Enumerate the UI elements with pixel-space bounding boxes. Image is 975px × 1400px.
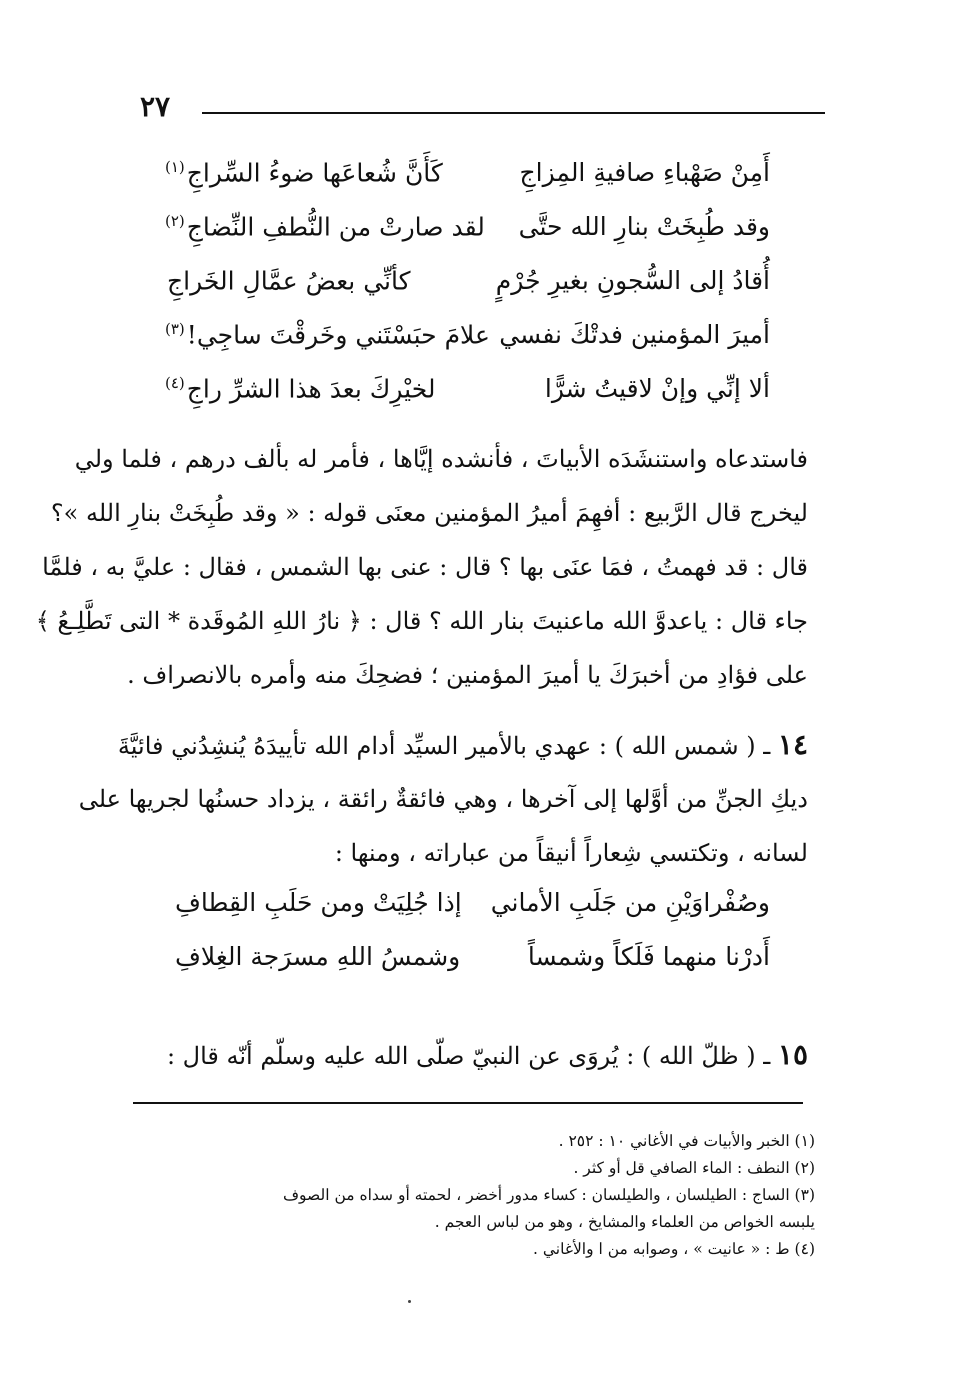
poem-line bbox=[165, 158, 770, 212]
footnote-marker: (٣) bbox=[165, 320, 185, 338]
page-header bbox=[140, 90, 825, 130]
poem-line bbox=[175, 888, 770, 942]
second-hemistich bbox=[165, 158, 443, 187]
prose-line: جاء قال : ياعدوَّ الله ماعنيتَ بنار الله ؟ قال : ﴿ نارُ اللهِ المُوقَدة * التى تَطَّلِـعُ ﴾ bbox=[35, 607, 808, 635]
poem-block-2 bbox=[175, 888, 770, 996]
footnote-marker: (١) bbox=[165, 158, 185, 176]
hemistich-text: كَأَنَّ شُعاعَها ضوءُ السِّراجِ bbox=[186, 158, 443, 188]
entry-number: ١٤ bbox=[777, 728, 808, 761]
prose-line: قال : قد فهمتُ ، فمَا عنَى بها ؟ قال : عنى بها الشمس ، فقال : عليَّ به ، فلمَّا bbox=[42, 553, 808, 581]
second-hemistich: إذا جُلِيَتْ ومن حَلَبِ القِطافِ bbox=[175, 888, 462, 917]
entry-15 bbox=[148, 1028, 808, 1082]
prose-paragraph bbox=[35, 432, 808, 702]
prose-line: ديكِ الجنِّ من أوَّلها إلى آخرها ، وهي فائقةٌ رائقة ، يزداد حسنُها لجريها على bbox=[78, 785, 808, 813]
footnote: (١) الخبر والأبيات في الأغاني ١٠ : ٢٥٢ . bbox=[558, 1132, 815, 1150]
entry-text: ـ ( شمس الله ) : عهدي بالأمير السيِّد أدام الله تأييدَهُ يُنشِدُني فائيَّةَ bbox=[117, 732, 771, 760]
footnote: (٢) النطف : الماء الصافي قل أو كثر . bbox=[573, 1159, 815, 1177]
hemistich-text: لقد صارتْ من النُّطفِ النِّضاجِ bbox=[186, 212, 485, 242]
first-hemistich: أُقادُ إلى السُّجونِ بغيرِ جُرْمٍ bbox=[495, 266, 770, 295]
hemistich-text: لخيْرِكَ بعدَ هذا الشرِّ راجِ bbox=[186, 374, 436, 404]
poem-line bbox=[165, 374, 770, 428]
poem-line bbox=[175, 942, 770, 996]
footnote-marker: (٢) bbox=[165, 212, 185, 230]
hemistich-text: علامَ حبَسْتَني وخَرقْتَ ساجِي! bbox=[186, 320, 490, 350]
footnote-continuation: يلبسه الخواص من العلماء والمشايخ ، وهو من لباس العجم . bbox=[434, 1213, 815, 1231]
prose-line: على فؤادِ من أخبرَكَ يا أميرَ المؤمنين ؛ فضحِكَ منه وأمره بالانصراف . bbox=[127, 661, 808, 689]
hemistich-text: كأنِّي بعضُ عمَّالِ الخَراجِ bbox=[167, 266, 411, 296]
entry-14 bbox=[78, 718, 808, 880]
second-hemistich bbox=[165, 212, 485, 241]
header-rule bbox=[202, 112, 825, 114]
first-hemistich: أَدرْنا منهما فَلَكاً وشمساً bbox=[527, 942, 770, 971]
first-hemistich: وقد طُبِخَتْ بنارِ الله حتَّى bbox=[518, 212, 770, 241]
first-hemistich: أَمِنْ صَهْباءِ صافيةِ المِزاجِ bbox=[519, 158, 770, 187]
first-hemistich: أميرَ المؤمنين فدتْكَ نفسي bbox=[499, 320, 770, 349]
poem-line bbox=[165, 320, 770, 374]
footnote-marker: (٤) bbox=[165, 374, 185, 392]
footnote: (٤) ط : « عانيت » ، وصوابه من ا والأغاني . bbox=[533, 1240, 815, 1258]
prose-line bbox=[148, 1028, 808, 1082]
first-hemistich: وصُفْراوَيْنِ من جَلَبِ الأماني bbox=[490, 888, 770, 917]
prose-line: لسانه ، وتكتسي شِعاراً أنيقاً من عباراته ، ومنها : bbox=[334, 839, 808, 867]
first-hemistich: ألا إنِّي وإنْ لاقيتُ شرًّا bbox=[544, 374, 770, 403]
entry-text: ـ ( ظلّ الله ) : يُروَى عن النبيّ صلّى الله عليه وسلّم أنّه قال : bbox=[166, 1042, 771, 1070]
prose-line bbox=[117, 718, 808, 772]
second-hemistich bbox=[165, 374, 435, 403]
page-number: ٢٧ bbox=[140, 90, 171, 123]
second-hemistich bbox=[165, 320, 490, 349]
ink-speck bbox=[408, 1300, 411, 1303]
footnote-rule bbox=[133, 1102, 803, 1104]
entry-number: ١٥ bbox=[777, 1038, 808, 1071]
prose-line: ليخرج قال الرَّبيع : أفهِمَ أميرُ المؤمنين معنَى قوله : « وقد طُبِخَتْ بنارِ الله »؟ bbox=[50, 499, 808, 527]
poem-line bbox=[165, 266, 770, 320]
poem-line bbox=[165, 212, 770, 266]
second-hemistich: وشمسُ اللهِ مسرَجة الغِلافِ bbox=[175, 942, 461, 971]
footnotes bbox=[150, 1128, 815, 1263]
footnote: (٣) الساج : الطيلسان ، والطيلسان : كساء مدور أخضر ، لحمته أو سداه من الصوف bbox=[282, 1186, 815, 1204]
prose-line: فاستدعاه واستنشَدَه الأبياتَ ، فأنشده إيَّاها ، فأمر له بألف درهم ، فلما ولي bbox=[74, 445, 808, 473]
second-hemistich bbox=[165, 266, 411, 295]
poem-block-1 bbox=[165, 158, 770, 428]
